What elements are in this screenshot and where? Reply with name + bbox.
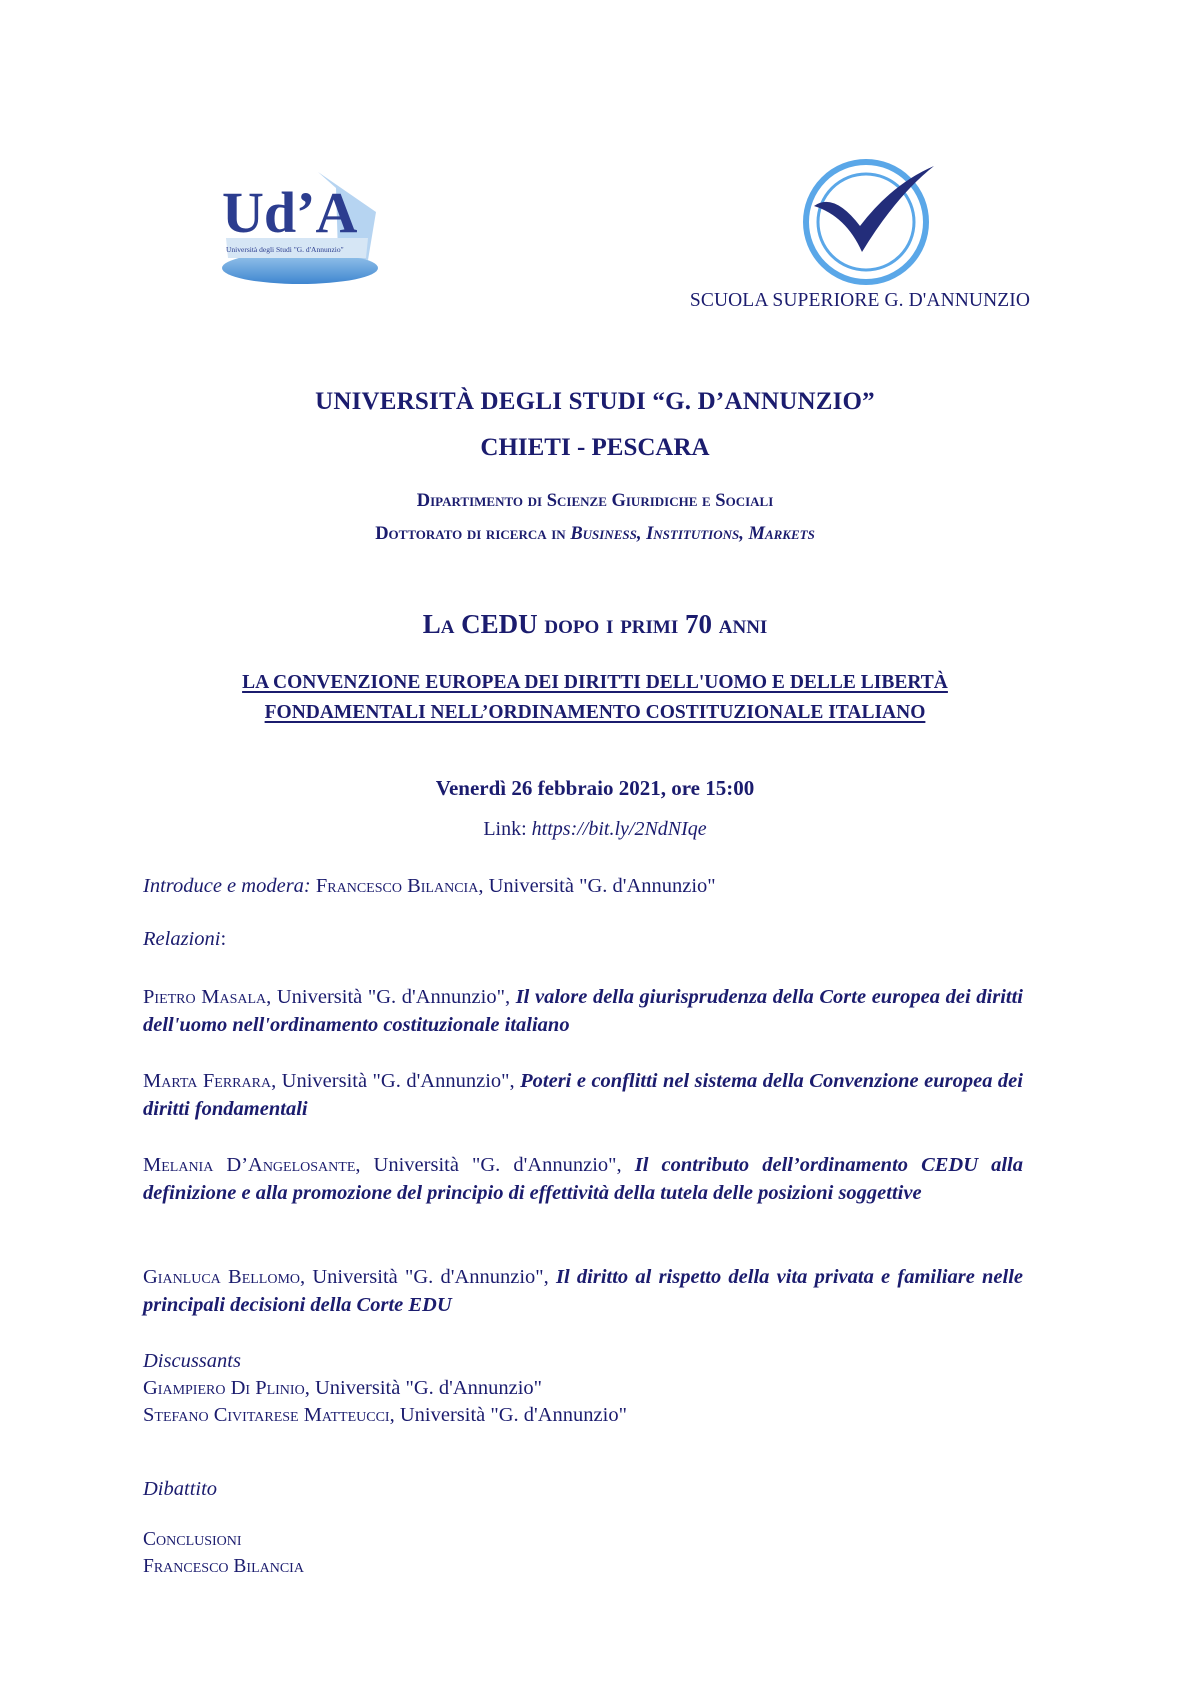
doctorate-prefix: Dottorato di ricerca in: [375, 524, 571, 544]
city-heading: CHIETI - PESCARA: [480, 434, 710, 461]
talk-title: Poteri e conflitti nel sistema della Convenzione europea dei diritti fondamentali: [143, 1070, 1023, 1120]
intro-name: Francesco Bilancia: [315, 875, 479, 897]
event-subtitle-line2: FONDAMENTALI NELL’ORDINAMENTO COSTITUZIONALE ITALIANO: [264, 702, 926, 723]
talk-title: Il diritto al rispetto della vita privata e familiare nelle principali decisioni della Corte EDU: [143, 1266, 1024, 1316]
department-line: Dipartimento di Scienze Giuridiche e Sociali: [416, 491, 774, 511]
speaker-name: Marta Ferrara: [143, 1070, 272, 1092]
conclusioni-block: [143, 1526, 1023, 1580]
event-title: La CEDU dopo i primi 70 anni: [422, 609, 768, 639]
intro-affiliation: , Università "G. d'Annunzio": [478, 875, 716, 897]
relazione-item: [143, 1151, 1023, 1207]
uda-logo: [218, 168, 378, 286]
conclusioni-label: Conclusioni: [143, 1529, 242, 1550]
discussant-name: Stefano Civitarese Matteucci: [143, 1404, 390, 1426]
relazioni-colon: :: [220, 928, 227, 950]
relazione-item: [143, 1067, 1023, 1123]
relazioni-label: Relazioni: [143, 928, 221, 950]
intro-line: [143, 872, 1023, 900]
relazione-item: [143, 983, 1023, 1039]
talk-title: Il valore della giurisprudenza della Corte europea dei diritti dell'uomo nell'ordinamento costituzionale italiano: [143, 986, 1023, 1036]
discussant-item: [143, 1375, 1023, 1402]
uda-logo-text: Ud’A: [222, 180, 358, 245]
intro-label: Introduce e modera:: [143, 875, 311, 897]
discussant-affiliation: , Università "G. d'Annunzio": [389, 1404, 627, 1426]
dibattito-label: Dibattito: [143, 1478, 218, 1500]
speaker-affiliation: , Università "G. d'Annunzio",: [266, 986, 516, 1008]
relazioni-heading: [143, 925, 1023, 953]
speaker-affiliation: , Università "G. d'Annunzio",: [300, 1266, 557, 1288]
university-heading: UNIVERSITÀ DEGLI STUDI “G. D’ANNUNZIO”: [315, 388, 875, 415]
event-link-line: [0, 818, 1190, 841]
speaker-affiliation: , Università "G. d'Annunzio",: [355, 1154, 635, 1176]
doctorate-line: [0, 524, 1190, 545]
event-link-label: Link:: [483, 818, 532, 840]
speaker-name: Gianluca Bellomo: [143, 1266, 301, 1288]
event-link[interactable]: https://bit.ly/2NdNIqe: [531, 818, 707, 840]
speaker-name: Pietro Masala: [143, 986, 267, 1008]
scuola-caption: SCUOLA SUPERIORE G. D'ANNUNZIO: [689, 290, 1031, 311]
event-subtitle-line1: LA CONVENZIONE EUROPEA DEI DIRITTI DELL'UOMO E DELLE LIBERTÀ: [242, 672, 948, 693]
discussant-affiliation: , Università "G. d'Annunzio": [304, 1377, 543, 1399]
conclusioni-name: Francesco Bilancia: [143, 1556, 304, 1577]
talk-title: Il contributo dell’ordinamento CEDU alla definizione e alla promozione del principio di effettività della tutela delle posizioni soggettive: [143, 1154, 1023, 1204]
discussant-item: [143, 1402, 1023, 1429]
event-subtitle: [0, 668, 1190, 728]
discussants-label: Discussants: [143, 1350, 241, 1372]
relazione-item: [143, 1263, 1023, 1319]
uda-logo-subtext: Università degli Studi "G. d'Annunzio": [226, 245, 344, 254]
discussant-name: Giampiero Di Plinio: [143, 1377, 305, 1399]
event-date: Venerdì 26 febbraio 2021, ore 15:00: [435, 776, 755, 800]
speaker-name: Melania D’Angelosante: [143, 1154, 356, 1176]
speaker-affiliation: , Università "G. d'Annunzio",: [271, 1070, 521, 1092]
doctorate-program: Business, Institutions, Markets: [570, 524, 815, 544]
scuola-superiore-logo: [800, 156, 940, 286]
discussants-block: [143, 1348, 1023, 1429]
